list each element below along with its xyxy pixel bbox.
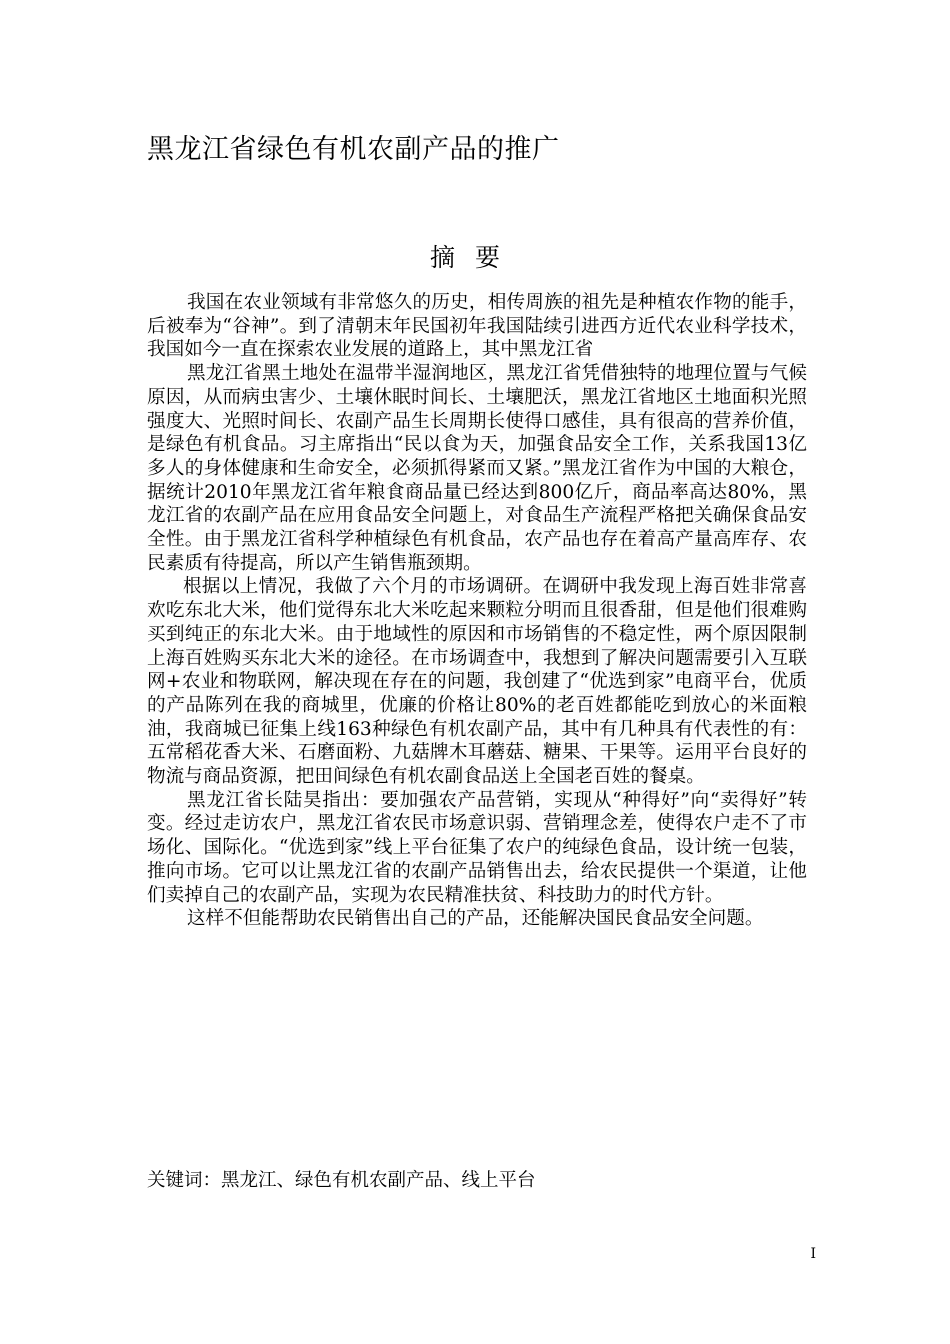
abstract-paragraph: 黑龙江省黑土地处在温带半湿润地区，黑龙江省凭借独特的地理位置与气候原因，从而病虫害少、土壤休眠时间长、土壤肥沃，黑龙江省地区土地面积光照强度大、光照时间长、农副产品生长周期长使得口感佳，具有很高的营养价值，是绿色有机食品。习主席指出“民以食为天，加强食品安全工作，关系我国13亿多人的身体健康和生命安全，必须抓得紧而又紧。”黑龙江省作为中国的大粮仓，据统计2010年黑龙江省年粮食商品量已经达到800亿斤，商品率高达80%，黑龙江省的农副产品在应用食品安全问题上，对食品生产流程严格把关确保食品安全性。由于黑龙江省科学种植绿色有机食品，农产品也存在着高产量高库存、农民素质有待提高，所以产生销售瓶颈期。 <box>147 363 807 574</box>
abstract-paragraph: 这样不但能帮助农民销售出自己的产品，还能解决国民食品安全问题。 <box>187 908 764 930</box>
keywords-line: 关键词：黑龙江、绿色有机农副产品、线上平台 <box>147 1170 536 1191</box>
abstract-paragraph: 黑龙江省长陆昊指出：要加强农产品营销，实现从“种得好”向“卖得好”转变。经过走访农户，黑龙江省农民市场意识弱、营销理念差，使得农户走不了市场化、国际化。“优选到家”线上平台征集了农户的纯绿色食品，设计统一包装，推向市场。它可以让黑龙江省的农副产品销售出去，给农民提供一个渠道，让他们卖掉自己的农副产品，实现为农民精准扶贫、科技助力的时代方针。 <box>147 789 807 906</box>
abstract-heading: 摘要 <box>429 243 520 272</box>
abstract-paragraph: 根据以上情况，我做了六个月的市场调研。在调研中我发现上海百姓非常喜欢吃东北大米，他们觉得东北大米吃起来颗粒分明而且很香甜，但是他们很难购买到纯正的东北大米。由于地域性的原因和市场销售的不稳定性，两个原因限制上海百姓购买东北大米的途径。在市场调查中，我想到了解决问题需要引入互联网+农业和物联网，解决现在存在的问题，我创建了“优选到家”电商平台，优质的产品陈列在我的商城里，优廉的价格让80%的老百姓都能吃到放心的米面粮油，我商城已征集上线163种绿色有机农副产品，其中有几种具有代表性的有：五常稻花香大米、石磨面粉、九菇牌木耳蘑菇、糖果、干果等。运用平台良好的物流与商品资源，把田间绿色有机农副食品送上全国老百姓的餐桌。 <box>147 576 807 788</box>
page-number: I <box>810 1246 816 1262</box>
abstract-paragraph: 我国在农业领域有非常悠久的历史，相传周族的祖先是种植农作物的能手，后被奉为“谷神”。到了清朝末年民国初年我国陆续引进西方近代农业科学技术，我国如今一直在探索农业发展的道路上，其中黑龙江省 <box>147 292 807 361</box>
document-title: 黑龙江省绿色有机农副产品的推广 <box>147 134 560 165</box>
abstract-body <box>147 291 807 931</box>
